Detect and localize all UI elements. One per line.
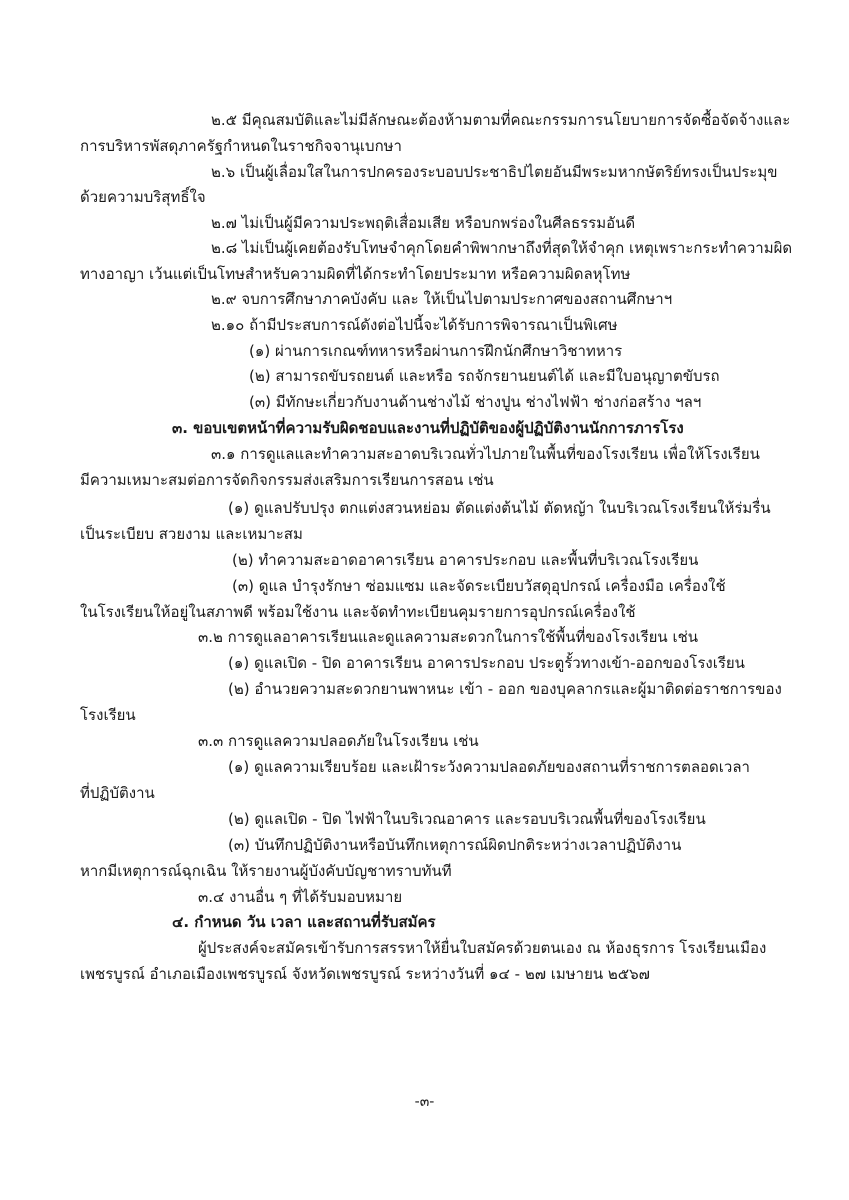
clause-3-1-line-2: มีความเหมาะสมต่อการจัดกิจกรรมส่งเสริมการเรียนการสอน เช่น [80,471,494,489]
clause-2-10-item-3: (๓) มีทักษะเกี่ยวกับงานด้านช่างไม้ ช่างปูน ช่างไฟฟ้า ช่างก่อสร้าง ฯลฯ [249,393,702,411]
clause-3-1-line-1: ๓.๑ การดูแลและทำความสะอาดบริเวณทั่วไปภายในพื้นที่ของโรงเรียน เพื่อให้โรงเรียน [211,445,760,463]
page-number: -๓- [414,1094,435,1110]
clause-3-2-item-2-line-1: (๒) อำนวยความสะดวกยานพาหนะ เข้า - ออก ของบุคลากรและผู้มาติดต่อราชการของ [228,680,782,698]
clause-2-5-line-1: ๒.๕ มีคุณสมบัติและไม่มีลักษณะต้องห้ามตามที่คณะกรรมการนโยบายการจัดซื้อจัดจ้างและ [211,111,791,129]
clause-3-3-item-1-line-2: ที่ปฏิบัติงาน [80,784,155,802]
clause-3-1-item-2: (๒) ทำความสะอาดอาคารเรียน อาคารประกอบ และพื้นที่บริเวณโรงเรียน [232,551,699,569]
clause-3-2-item-2-line-2: โรงเรียน [80,706,136,724]
clause-3-4: ๓.๔ งานอื่น ๆ ที่ได้รับมอบหมาย [198,888,403,906]
clause-3-3-item-3-line-1: (๓) บันทึกปฏิบัติงานหรือบันทึกเหตุการณ์ผิดปกติระหว่างเวลาปฏิบัติงาน [228,836,682,854]
clause-2-6-line-2: ด้วยความบริสุทธิ์ใจ [80,188,206,206]
clause-3-3-item-2: (๒) ดูแลเปิด - ปิด ไฟฟ้าในบริเวณอาคาร และรอบบริเวณพื้นที่ของโรงเรียน [228,810,706,828]
clause-2-7: ๒.๗ ไม่เป็นผู้มีความประพฤติเสื่อมเสีย หรือบกพร่องในศีลธรรมอันดี [211,214,636,232]
clause-2-10-item-2: (๒) สามารถขับรถยนต์ และหรือ รถจักรยานยนต์ได้ และมีใบอนุญาตขับรถ [249,367,720,385]
clause-3-3: ๓.๓ การดูแลความปลอดภัยในโรงเรียน เช่น [198,732,479,750]
clause-3-1-item-1-line-1: (๑) ดูแลปรับปรุง ตกแต่งสวนหย่อม ตัดแต่งต้นไม้ ตัดหญ้า ในบริเวณโรงเรียนให้ร่มรื่น [228,499,771,517]
clause-2-5-line-2: การบริหารพัสดุภาครัฐกำหนดในราชกิจจานุเบกษา [80,137,402,155]
clause-3-2: ๓.๒ การดูแลอาคารเรียนและดูแลความสะดวกในการใช้พื้นที่ของโรงเรียน เช่น [198,628,699,646]
section-4-body-line-2: เพชรบูรณ์ อำเภอเมืองเพชรบูรณ์ จังหวัดเพชรบูรณ์ ระหว่างวันที่ ๑๔ - ๒๗ เมษายน ๒๕๖๗ [80,965,650,983]
clause-3-3-item-3-line-2: หากมีเหตุการณ์ฉุกเฉิน ให้รายงานผู้บังคับบัญชาทราบทันที [80,862,452,880]
section-3-heading: ๓. ขอบเขตหน้าที่ความรับผิดชอบและงานที่ปฏิบัติของผู้ปฏิบัติงานนักการภารโรง [172,419,684,437]
section-4-body-line-1: ผู้ประสงค์จะสมัครเข้ารับการสรรหาให้ยื่นใบสมัครด้วยตนเอง ณ ห้องธุรการ โรงเรียนเมือง [198,939,767,957]
clause-3-1-item-3-line-2: ในโรงเรียนให้อยู่ในสภาพดี พร้อมใช้งาน และจัดทำทะเบียนคุมรายการอุปกรณ์เครื่องใช้ [80,603,636,621]
section-4-heading: ๔. กำหนด วัน เวลา และสถานที่รับสมัคร [172,913,436,931]
clause-2-9: ๒.๙ จบการศึกษาภาคบังคับ และ ให้เป็นไปตามประกาศของสถานศึกษาฯ [211,290,673,308]
clause-2-6-line-1: ๒.๖ เป็นผู้เลื่อมใสในการปกครองระบอบประชาธิปไตยอันมีพระมหากษัตริย์ทรงเป็นประมุข [211,163,778,181]
clause-2-8-line-1: ๒.๘ ไม่เป็นผู้เคยต้องรับโทษจำคุกโดยคำพิพากษาถึงที่สุดให้จำคุก เหตุเพราะกระทำความผิด [211,239,793,257]
clause-3-2-item-1: (๑) ดูแลเปิด - ปิด อาคารเรียน อาคารประกอบ ประตูรั้วทางเข้า-ออกของโรงเรียน [228,654,745,672]
clause-3-3-item-1-line-1: (๑) ดูแลความเรียบร้อย และเฝ้าระวังความปลอดภัยของสถานที่ราชการตลอดเวลา [228,758,750,776]
clause-2-10: ๒.๑๐ ถ้ามีประสบการณ์ดังต่อไปนี้จะได้รับการพิจารณาเป็นพิเศษ [211,316,618,334]
clause-3-1-item-3-line-1: (๓) ดูแล บำรุงรักษา ซ่อมแซม และจัดระเบียบวัสดุอุปกรณ์ เครื่องมือ เครื่องใช้ [232,577,726,595]
clause-3-1-item-1-line-2: เป็นระเบียบ สวยงาม และเหมาะสม [80,525,303,543]
clause-2-8-line-2: ทางอาญา เว้นแต่เป็นโทษสำหรับความผิดที่ได้กระทำโดยประมาท หรือความผิดลหุโทษ [80,265,631,283]
clause-2-10-item-1: (๑) ผ่านการเกณฑ์ทหารหรือผ่านการฝึกนักศึกษาวิชาทหาร [249,342,623,360]
